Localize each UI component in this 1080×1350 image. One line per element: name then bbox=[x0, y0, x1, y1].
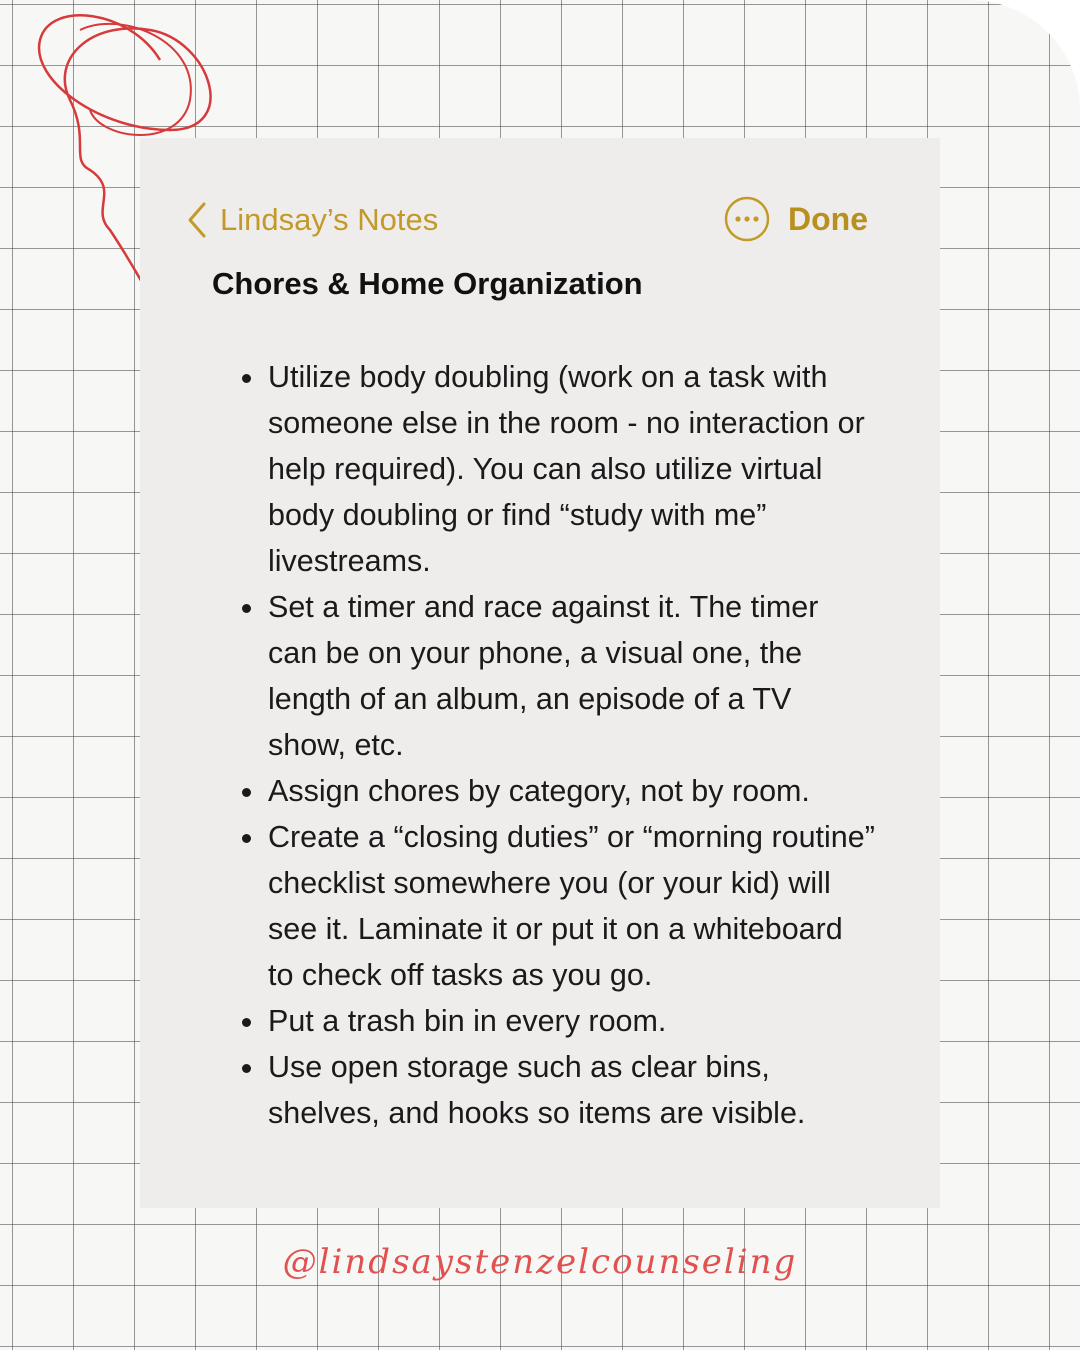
list-item: Set a timer and race against it. The timer can be on your phone, a visual one, the length of an album, an episode of a TV show, etc. bbox=[236, 584, 876, 768]
social-handle: @lindsaystenzelcounseling bbox=[282, 1242, 798, 1282]
chevron-left-icon bbox=[184, 200, 210, 240]
done-button[interactable]: Done bbox=[788, 201, 868, 237]
note-title: Chores & Home Organization bbox=[212, 266, 643, 301]
list-item: Create a “closing duties” or “morning routine” checklist somewhere you (or your kid) will see it. Laminate it or put it on a whiteboard to check off tasks as you go. bbox=[236, 814, 876, 998]
list-item: Use open storage such as clear bins, shelves, and hooks so items are visible. bbox=[236, 1044, 876, 1136]
back-button[interactable] bbox=[184, 200, 438, 240]
note-bullet-list bbox=[236, 354, 876, 1136]
ellipsis-circle-icon[interactable] bbox=[724, 196, 770, 242]
back-label: Lindsay’s Notes bbox=[220, 202, 439, 237]
list-item: Put a trash bin in every room. bbox=[236, 998, 876, 1044]
list-item: Assign chores by category, not by room. bbox=[236, 768, 876, 814]
list-item: Utilize body doubling (work on a task with someone else in the room - no interaction or help required). You can also utilize virtual body doubling or find “study with me” livestreams. bbox=[236, 354, 876, 584]
